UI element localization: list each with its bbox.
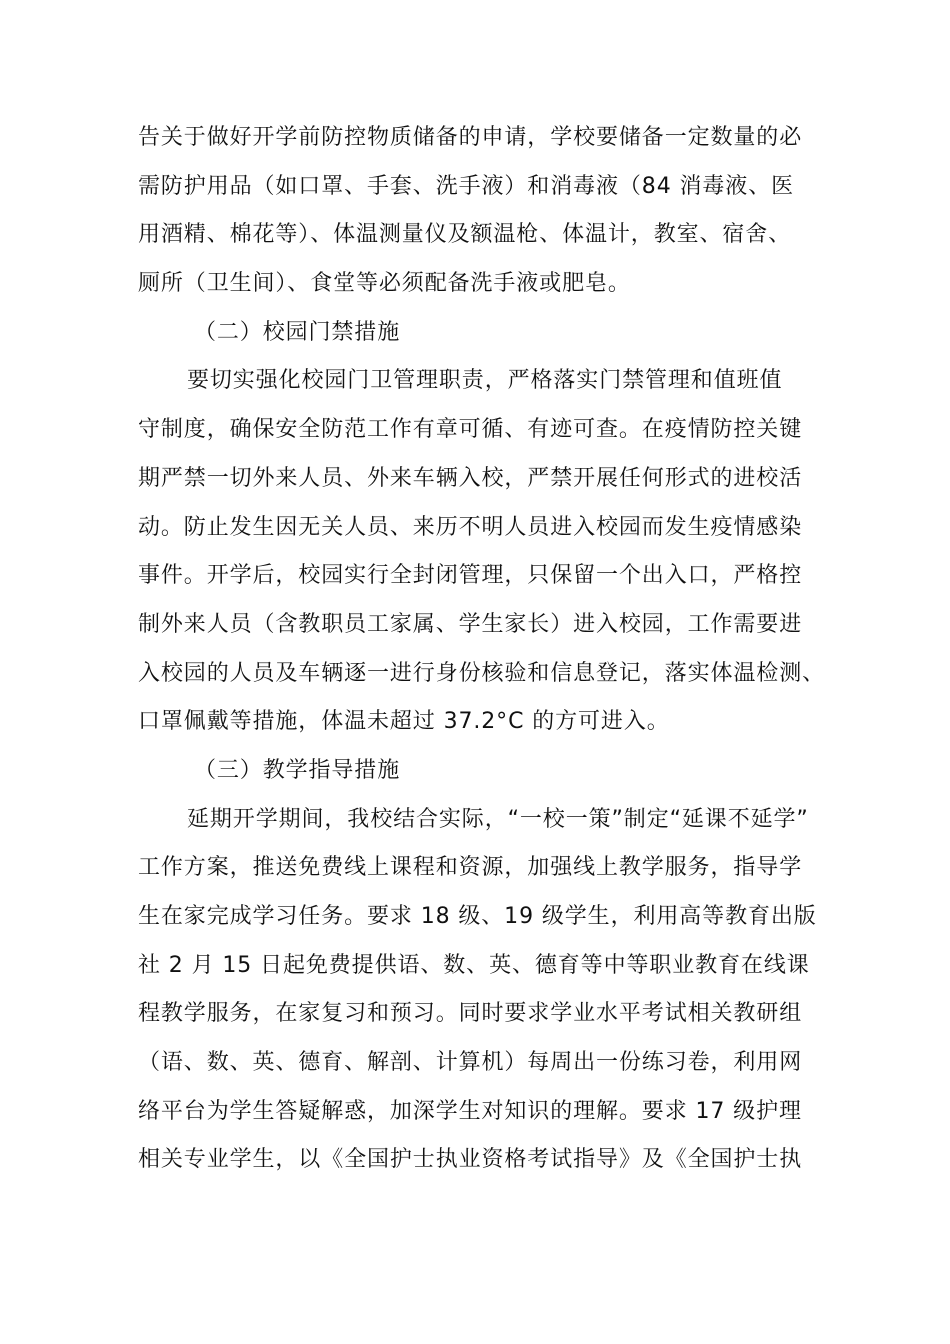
paragraph-line: 相关专业学生，以《全国护士执业资格考试指导》及《全国护士执: [138, 1147, 803, 1173]
section-heading-teaching-guidance: （三）教学指导措施: [194, 757, 401, 783]
paragraph-line: 入校园的人员及车辆逐一进行身份核验和信息登记，落实体温检测、: [138, 660, 826, 686]
paragraph-line: 口罩佩戴等措施，体温未超过 37.2°C 的方可进入。: [138, 709, 670, 735]
paragraph-line: 社 2 月 15 日起免费提供语、数、英、德育等中等职业教育在线课: [138, 952, 810, 978]
paragraph-line: 期严禁一切外来人员、外来车辆入校，严禁开展任何形式的进校活: [138, 465, 803, 491]
paragraph-line: 动。防止发生因无关人员、来历不明人员进入校园而发生疫情感染: [138, 514, 803, 540]
paragraph-line: 需防护用品（如口罩、手套、洗手液）和消毒液（84 消毒液、医: [138, 173, 794, 199]
paragraph-line: 络平台为学生答疑解惑，加深学生对知识的理解。要求 17 级护理: [138, 1098, 802, 1124]
paragraph-line: 要切实强化校园门卫管理职责，严格落实门禁管理和值班值: [187, 368, 783, 394]
paragraph-line: 用酒精、棉花等）、体温测量仪及额温枪、体温计，教室、宿舍、: [138, 222, 792, 248]
paragraph-line: 工作方案，推送免费线上课程和资源，加强线上教学服务，指导学: [138, 855, 803, 881]
section-heading-access-control: （二）校园门禁措施: [194, 319, 401, 345]
paragraph-line: 程教学服务，在家复习和预习。同时要求学业水平考试相关教研组: [138, 1001, 803, 1027]
paragraph-line: 制外来人员（含教职员工家属、学生家长）进入校园，工作需要进: [138, 611, 803, 637]
paragraph-line: 告关于做好开学前防控物质储备的申请，学校要储备一定数量的必: [138, 125, 803, 150]
paragraph-line: 事件。开学后，校园实行全封闭管理，只保留一个出入口，严格控: [138, 563, 803, 589]
paragraph-line: 延期开学期间，我校结合实际，“一校一策”制定“延课不延学”: [187, 806, 809, 832]
paragraph-line: （语、数、英、德育、解剖、计算机）每周出一份练习卷，利用网: [138, 1050, 803, 1076]
paragraph-line: 守制度，确保安全防范工作有章可循、有迹可查。在疫情防控关键: [138, 417, 803, 443]
paragraph-line: 厕所（卫生间）、食堂等必须配备洗手液或肥皂。: [138, 271, 631, 297]
paragraph-line: 生在家完成学习任务。要求 18 级、19 级学生，利用高等教育出版: [138, 904, 817, 929]
document-body: [138, 118, 838, 1189]
